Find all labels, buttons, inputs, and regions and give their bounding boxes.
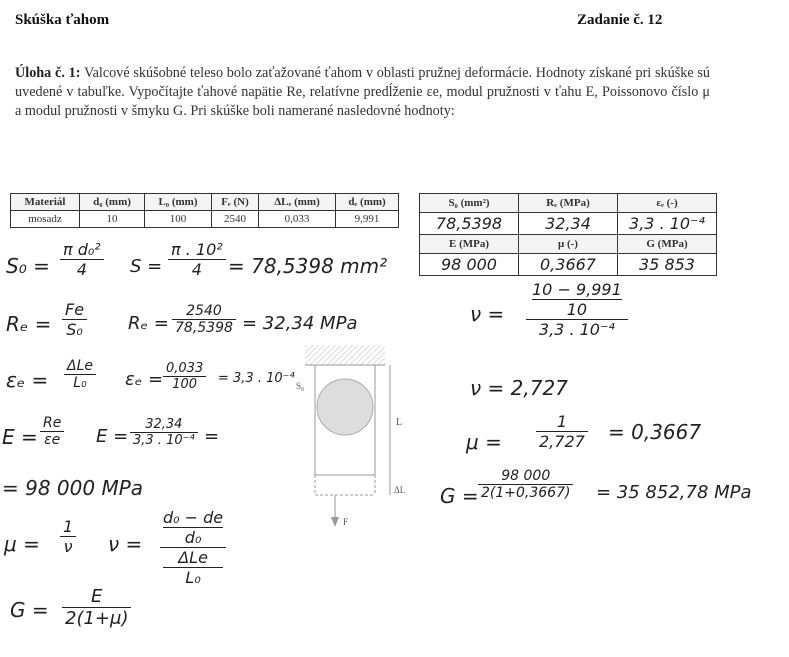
mu-label: μ = <box>4 532 40 556</box>
r-nu-den: 3,3 . 10⁻⁴ <box>538 320 615 339</box>
re-formula-den: S₀ <box>66 320 83 339</box>
s0-substitution <box>168 240 226 279</box>
cell-l0: 100 <box>145 211 212 228</box>
col-g: G (MPa) <box>618 235 717 254</box>
r-g-result: = 35 852,78 MPa <box>596 482 752 503</box>
s0-sub-num: π . 10² <box>168 240 226 260</box>
r-g-label: G = <box>440 484 479 508</box>
ee-sub-symbol: εₑ = <box>125 369 164 390</box>
ee-sub-den: 100 <box>172 377 198 392</box>
re-formula <box>62 300 87 339</box>
task-label: Úloha č. 1: <box>15 65 81 81</box>
col-ee: εₑ (-) <box>618 194 717 213</box>
r-nu-formula <box>526 280 628 339</box>
ee-result: = 3,3 . 10⁻⁴ <box>218 371 295 386</box>
re-substitution <box>172 303 236 336</box>
e-formula-den: εe <box>44 432 61 448</box>
r-g-den: 2(1+0,3667) <box>481 485 571 501</box>
s0-symbol: S₀ = <box>6 254 50 278</box>
e-sub-equals: = <box>204 426 220 447</box>
value-mu: 0,3667 <box>519 254 618 276</box>
ee-symbol: εₑ = <box>6 368 49 392</box>
e-result: = 98 000 MPa <box>2 476 144 500</box>
e-symbol: E = <box>2 425 38 449</box>
fixed-support <box>305 345 385 365</box>
value-re: 32,34 <box>519 213 618 235</box>
s0-formula-num: π d₀² <box>60 240 104 260</box>
results-header-top <box>420 194 717 213</box>
label-dl: ΔL <box>394 485 406 495</box>
col-de: dₑ (mm) <box>336 194 399 211</box>
measurement-table <box>10 193 399 228</box>
value-g: 35 853 <box>618 254 717 276</box>
cell-dle: 0,033 <box>259 211 336 228</box>
label-f: F <box>343 517 349 527</box>
cell-fe: 2540 <box>212 211 259 228</box>
mu-formula <box>60 517 76 556</box>
task-description <box>15 64 710 121</box>
re-formula-num: Fe <box>62 300 87 320</box>
nu-num: d₀ − de <box>163 508 224 527</box>
ee-formula <box>64 358 96 391</box>
results-row-top <box>420 213 717 235</box>
value-ee: 3,3 . 10⁻⁴ <box>618 213 717 235</box>
s0-sub-symbol: S = <box>130 256 163 277</box>
task-text: Valcové skúšobné teleso bolo zaťažované ťahom v oblasti pružnej deformácie. Hodnoty získané pri skúške sú uvedené v tabuľke. Vypočítajte ťahové napätie Re, relatívne predĺženie εe, modul pružnosti v ťahu E, Poissonovo číslo μ a modul pružnosti v šmyku G. Pri skúške boli namerané nasledovné hodnoty: <box>15 65 710 119</box>
r-mu-label: μ = <box>466 430 502 454</box>
g-label: G = <box>10 598 49 622</box>
r-mu-result: = 0,3667 <box>608 420 702 444</box>
table-header-row <box>11 194 399 211</box>
col-dle: ΔLₑ (mm) <box>259 194 336 211</box>
r-nu-num-top: 10 − 9,991 <box>532 280 622 299</box>
s0-formula-den: 4 <box>76 260 87 279</box>
ee-formula-den: L₀ <box>73 375 87 391</box>
s0-sub-den: 4 <box>191 260 202 279</box>
e-sub-den: 3,3 . 10⁻⁴ <box>133 433 195 448</box>
label-s0: S₀ <box>296 381 305 391</box>
specimen-diagram <box>290 345 420 530</box>
nu-den-den: L₀ <box>185 568 201 587</box>
page-title: Skúška ťahom <box>15 12 110 28</box>
label-l: L <box>396 417 403 428</box>
col-l0: L₀ (mm) <box>145 194 212 211</box>
r-mu-num: 1 <box>536 412 588 432</box>
table-row <box>11 211 399 228</box>
value-s0: 78,5398 <box>420 213 519 235</box>
g-num: E <box>62 586 131 608</box>
cross-section <box>317 379 373 435</box>
nu-den-num: ΔLe <box>163 548 223 568</box>
cell-d0: 10 <box>80 211 145 228</box>
re-result: = 32,34 MPa <box>242 313 358 334</box>
col-s0: S₀ (mm²) <box>420 194 519 213</box>
s0-result: = 78,5398 mm² <box>228 254 388 278</box>
e-formula <box>40 415 64 448</box>
g-formula <box>62 586 131 629</box>
cell-material: mosadz <box>11 211 80 228</box>
e-sub-symbol: E = <box>96 426 129 447</box>
nu-label: ν = <box>108 532 143 556</box>
re-sub-den: 78,5398 <box>175 320 233 336</box>
mu-num: 1 <box>60 517 76 537</box>
r-nu-result: ν = 2,727 <box>470 376 568 400</box>
assignment-number: Zadanie č. 12 <box>577 12 663 28</box>
ee-substitution <box>163 361 206 392</box>
col-e: E (MPa) <box>420 235 519 254</box>
value-e: 98 000 <box>420 254 519 276</box>
cell-de: 9,991 <box>336 211 399 228</box>
r-g-formula <box>478 468 573 501</box>
results-row-bottom <box>420 254 717 276</box>
s0-formula <box>60 240 104 279</box>
re-sub-num: 2540 <box>172 303 236 320</box>
re-symbol: Rₑ = <box>6 312 52 336</box>
col-fe: Fₑ (N) <box>212 194 259 211</box>
r-mu-den: 2,727 <box>539 432 585 451</box>
nu-num-den: d₀ <box>184 528 202 547</box>
col-material: Materiál <box>11 194 80 211</box>
e-sub-num: 32,34 <box>130 417 198 433</box>
r-nu-label: ν = <box>470 302 505 326</box>
re-sub-symbol: Rₑ = <box>128 313 169 334</box>
e-substitution <box>130 417 198 448</box>
mu-den: ν <box>63 537 73 556</box>
col-d0: d₀ (mm) <box>80 194 145 211</box>
r-g-num: 98 000 <box>478 468 573 485</box>
ee-sub-num: 0,033 <box>163 361 206 377</box>
col-mu: μ (-) <box>519 235 618 254</box>
results-table <box>419 193 717 276</box>
results-header-bottom <box>420 235 717 254</box>
nu-formula <box>160 508 226 587</box>
r-mu-formula <box>536 412 588 451</box>
ee-formula-num: ΔLe <box>64 358 96 375</box>
e-formula-num: Re <box>40 415 64 432</box>
g-den: 2(1+μ) <box>65 608 129 629</box>
col-re: Rₑ (MPa) <box>519 194 618 213</box>
r-nu-num-bottom: 10 <box>566 300 588 319</box>
